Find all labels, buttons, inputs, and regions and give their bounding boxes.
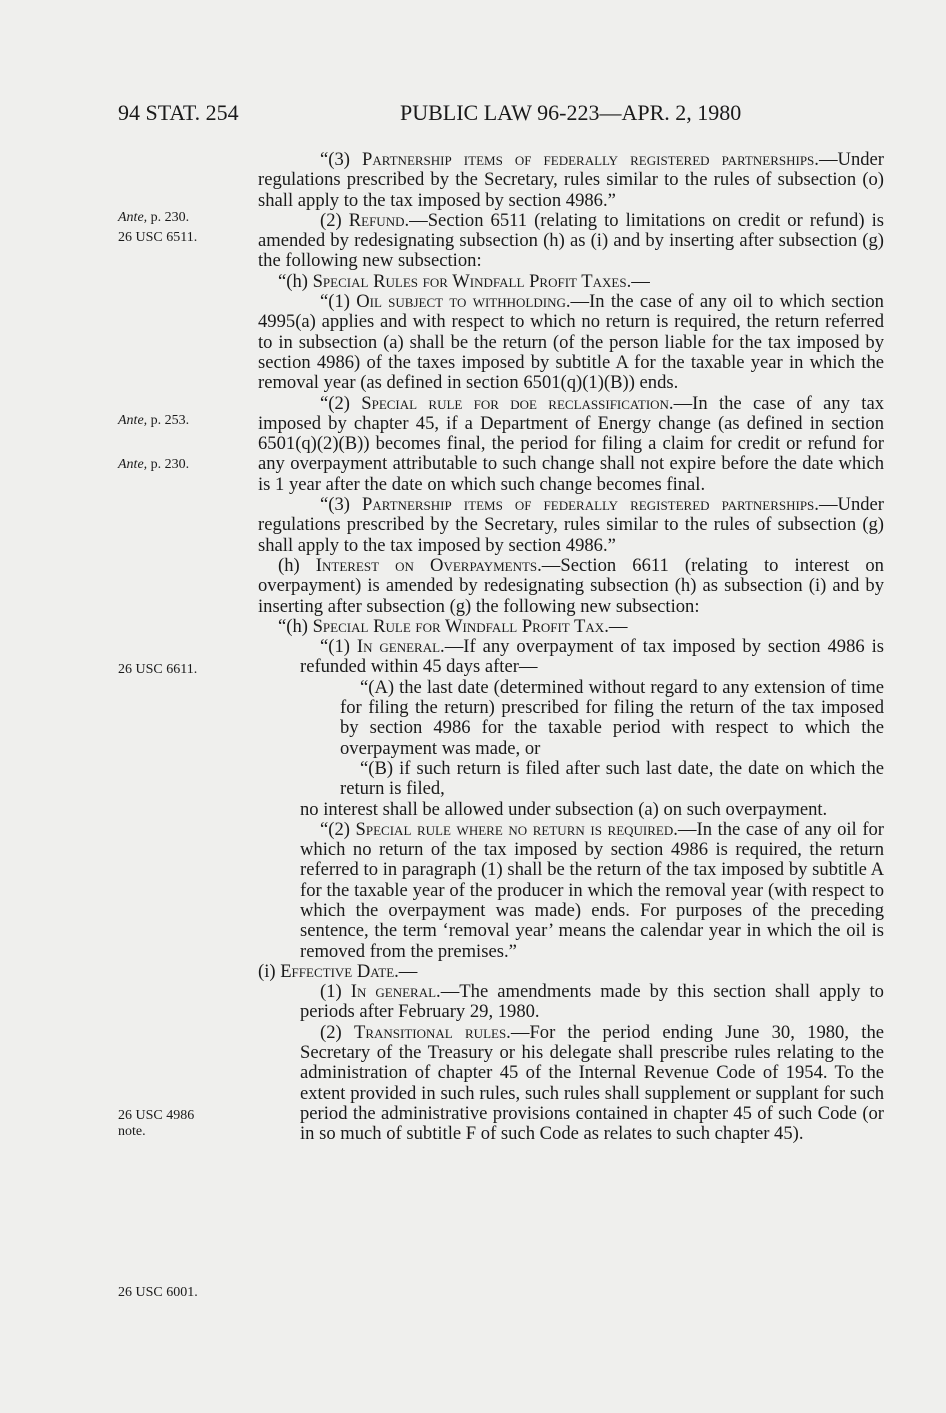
paragraph: (1) In general.—The amendments made by this section shall apply to periods after February 29, 1980.	[300, 981, 884, 1023]
margin-note: 26 USC 6001.	[118, 1285, 198, 1300]
paragraph: “(1) Oil subject to withholding.—In the case of any oil to which section 4995(a) applies and with respect to which no return is required, the return referred to in subsection (a) shall be the return (of the person liable for the tax imposed by section 4986) of the taxes imposed by subtitle A for the taxable year in which the removal year (as defined in section 6501(q)(1)(B)) ends.	[258, 291, 884, 394]
margin-note: 26 USC 4986 note.	[118, 1108, 195, 1139]
margin-note: 26 USC 6611.	[118, 662, 198, 677]
margin-note: Ante, p. 230.	[118, 210, 190, 225]
paragraph: no interest shall be allowed under subsection (a) on such overpayment.	[300, 798, 828, 820]
document-body	[258, 150, 884, 1145]
margin-note: 26 USC 6511.	[118, 230, 198, 245]
paragraph: (2) Transitional rules.—For the period ending June 30, 1980, the Secretary of the Treasury or his delegate shall prescribe rules relating to the administration of chapter 45 of the Internal Revenue Code of 1954. To the extent provided in such rules, such rules shall supplement or supplant for such period the administrative provisions contained in chapter 45 of such Code (or in so much of subtitle F of such Code as relates to such chapter 45).	[300, 1021, 884, 1145]
paragraph: “(3) Partnership items of federally registered partnerships.—Under regulations prescribed by the Secretary, rules similar to the rules of subsection (g) shall apply to the tax imposed by section 4986.”	[258, 494, 884, 556]
margin-note: Ante, p. 230.	[118, 457, 190, 472]
paragraph: (h) Interest on Overpayments.—Section 6611 (relating to interest on overpayment) is amended by redesignating subsection (h) as subsection (i) and by inserting after subsection (g) the following new subsection:	[258, 554, 884, 617]
stat-page-number: 94 STAT. 254	[118, 100, 239, 125]
paragraph: “(A) the last date (determined without regard to any extension of time for filing the return) prescribed for filing the return of the tax imposed by section 4986 for the taxable period with respect to which the overpayment was made, or	[340, 676, 884, 759]
paragraph: “(h) Special Rule for Windfall Profit Tax.—	[278, 615, 628, 637]
paragraph: “(2) Special rule where no return is required.—In the case of any oil for which no return of the tax imposed by section 4986 is required, the return referred to in paragraph (1) shall be the return of the tax imposed by subtitle A for the taxable year of the producer in which the removal year (with respect to which the overpayment was made) ends. For purposes of the preceding sentence, the term ‘removal year’ means the calendar year in which the oil is removed from the premises.”	[300, 818, 884, 962]
public-law-title: PUBLIC LAW 96-223—APR. 2, 1980	[400, 100, 742, 125]
paragraph: “(B) if such return is filed after such last date, the date on which the return is filed,	[340, 757, 884, 800]
paragraph: (i) Effective Date.—	[258, 960, 418, 982]
paragraph: “(3) Partnership items of federally registered partnerships.—Under regulations prescribed by the Secretary, rules similar to the rules of subsection (o) shall apply to the tax imposed by section 4986.”	[258, 149, 884, 211]
paragraph: “(1) In general.—If any overpayment of tax imposed by section 4986 is refunded within 45 days after—	[300, 636, 884, 678]
page-header	[118, 100, 888, 140]
paragraph: (2) Refund.—Section 6511 (relating to limitations on credit or refund) is amended by redesignating subsection (h) as (i) and by inserting after subsection (g) the following new subsection:	[258, 209, 884, 272]
paragraph: “(2) Special rule for doe reclassification.—In the case of any tax imposed by chapter 45, if a Department of Energy change (as defined in section 6501(q)(2)(B)) becomes final, the period for filing a claim for credit or refund for any overpayment attributable to such change shall not expire before the date which is 1 year after the date on which such change becomes final.	[258, 392, 884, 495]
paragraph: “(h) Special Rules for Windfall Profit Taxes.—	[278, 270, 650, 292]
margin-note: Ante, p. 253.	[118, 413, 190, 428]
